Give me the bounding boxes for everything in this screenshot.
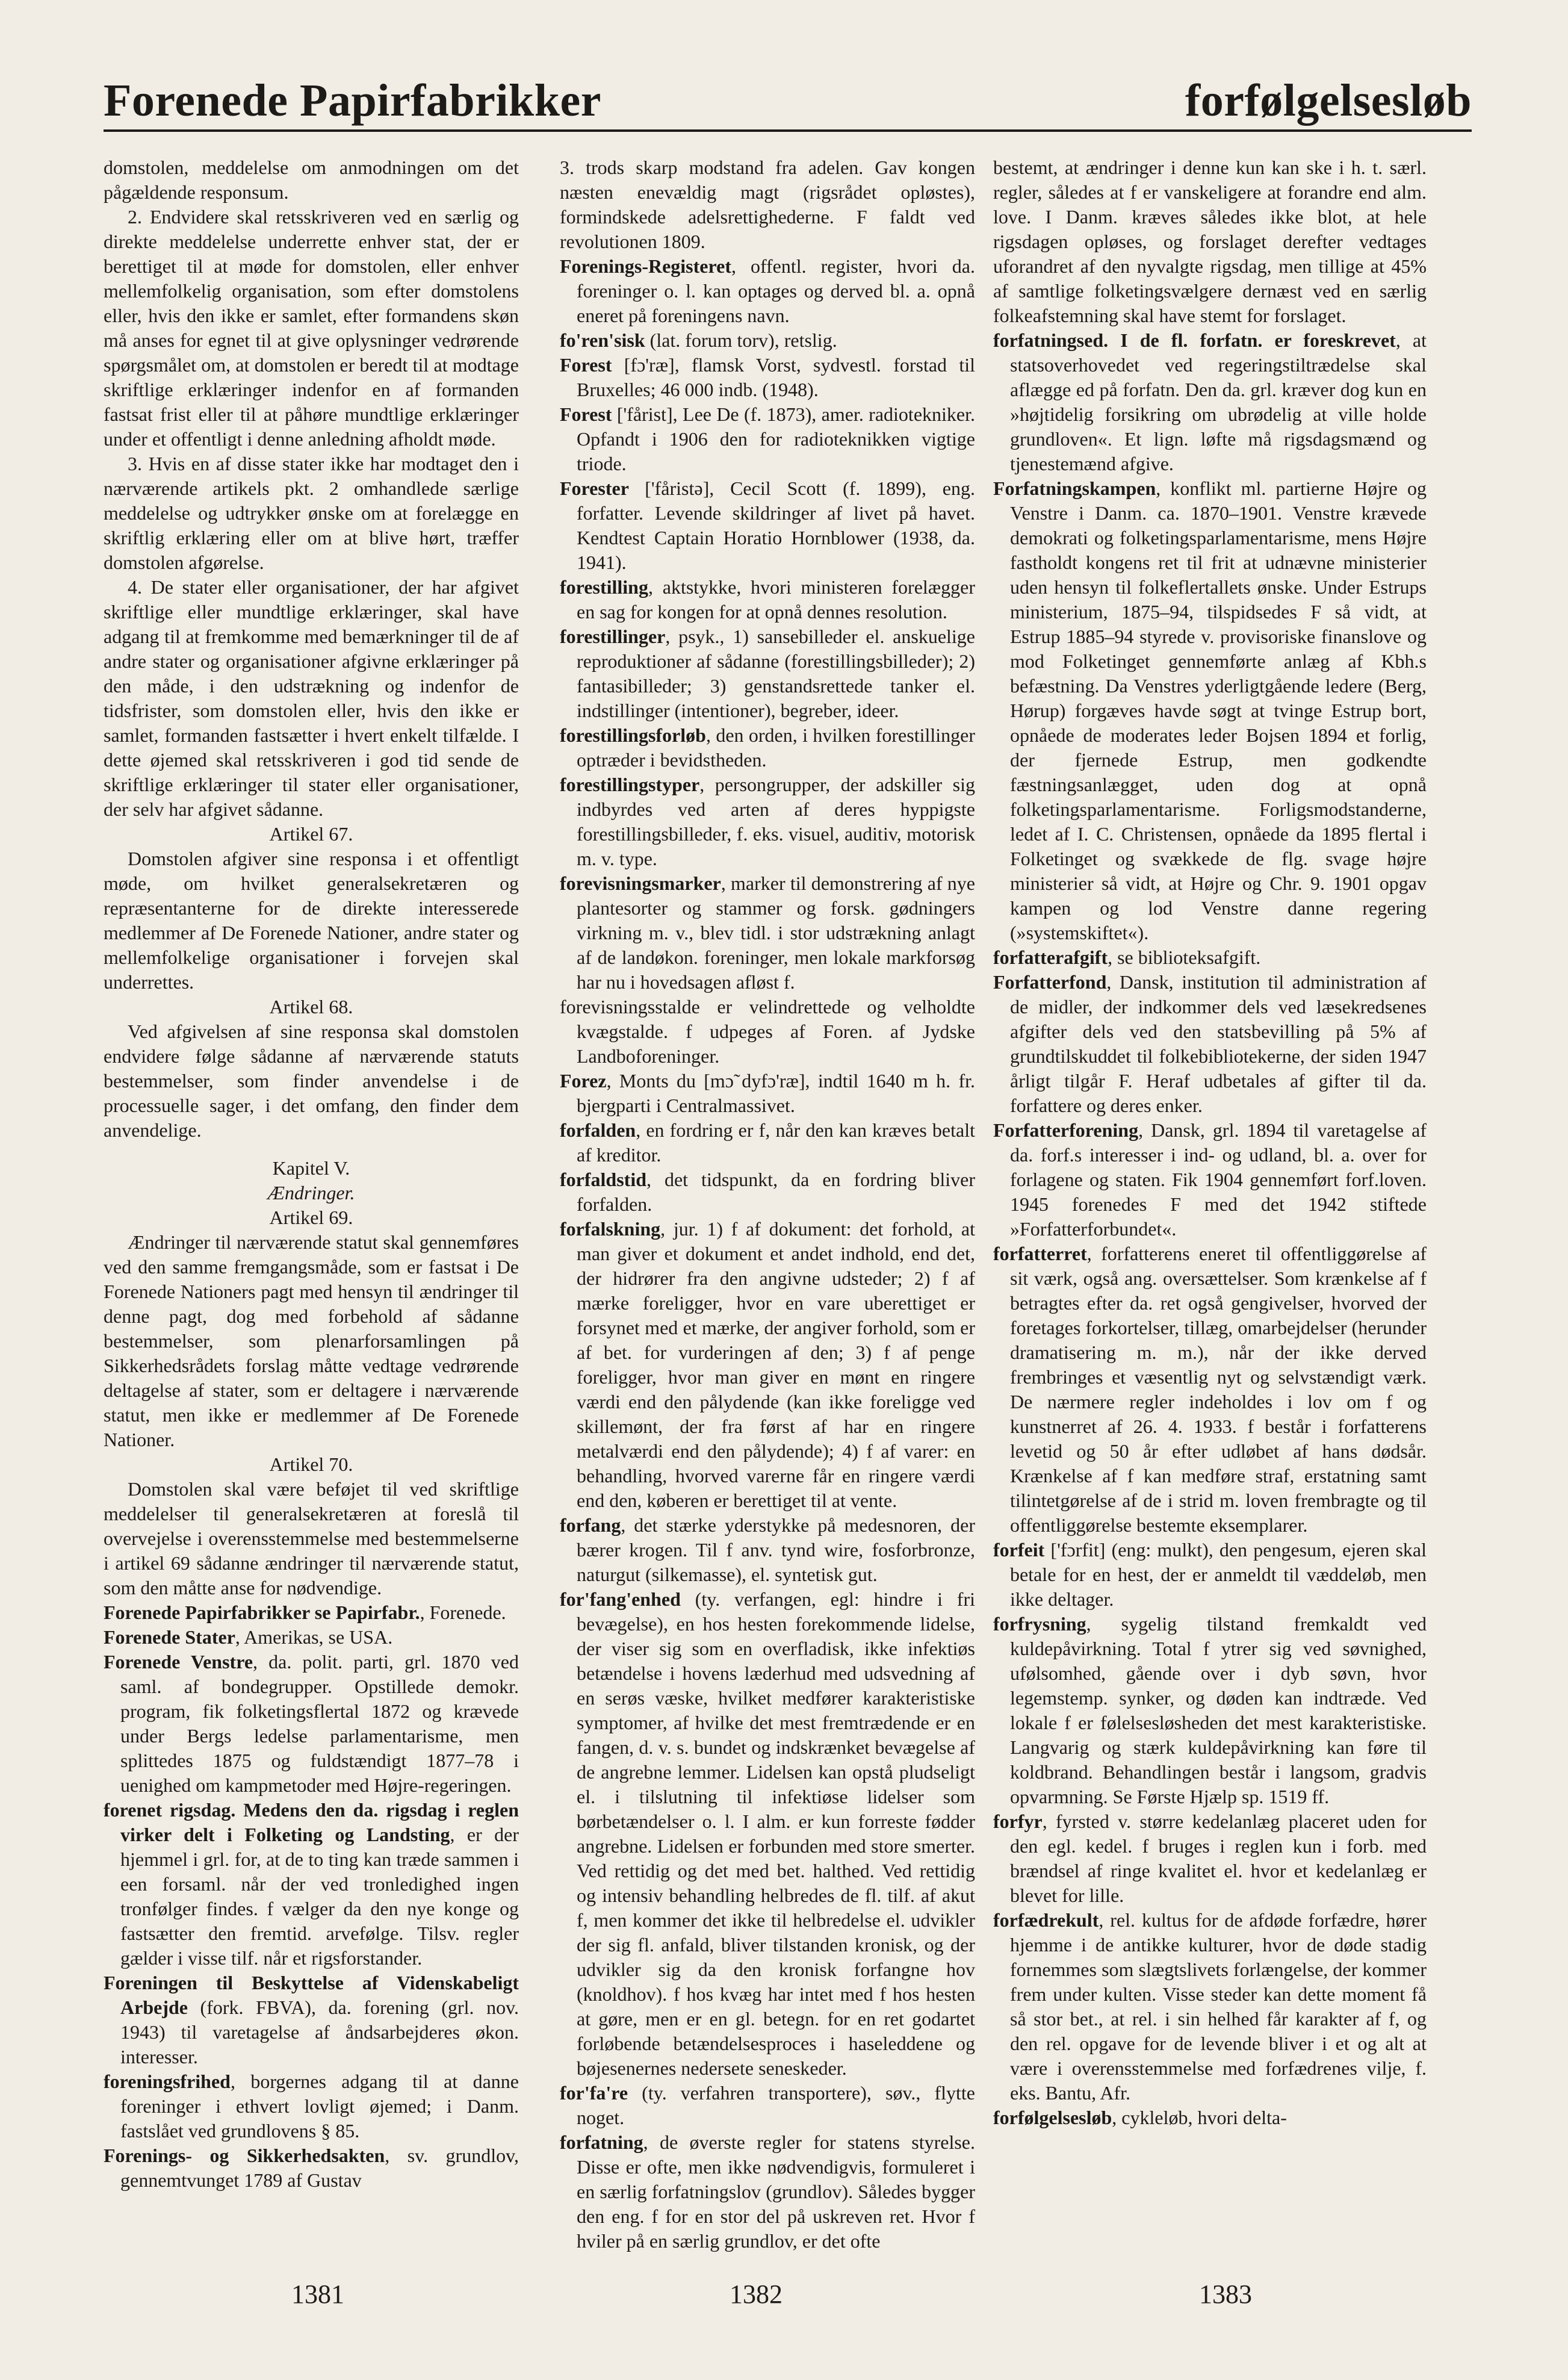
dictionary-entry: forfalskning, jur. 1) f af dokument: det forhold, at man giver et dokument et andet indhold, end det, der hidrører fra den angivne udsteder; 2) f af mærke foreligger, hvor en vare uberettiget er forsynet med et mærke, der angiver forhold, som er af bet. for vurderingen af den; 3) f af penge foreligger, hvor man giver en mønt en ringere værdi end den pålydende (kan ikke foreligge ved skillemønt, der fra først af har en ringere metalværdi end den pålydende); 4) f af varer: en behandling, hvorved varerne får en ringere værdi end den, køberen er berettiget til at vente. [560, 1218, 975, 1511]
paragraph: Domstolen skal være beføjet til ved skriftlige meddelelser til generalsekretæren at foreslå til overvejelse i overensstemmelse med bestemmelserne i artikel 69 sådanne ændringer til nærværende statut, som den måtte anse for nødvendige. [104, 1478, 519, 1599]
column-3 [993, 155, 1427, 2232]
dictionary-entry: Forenede Papirfabrikker se Papirfabr., Forenede. [104, 1602, 506, 1623]
dictionary-entry: Foreningen til Beskyttelse af Videnskabeligt Arbejde (fork. FBVA), da. forening (grl. nov. 1943) til varetagelse af åndsarbejderes økon. interesser. [104, 1972, 519, 2068]
dictionary-entry: forestillingstyper, persongrupper, der adskiller sig indbyrdes ved arten af deres hyppigste forestillingsbilleder, f. eks. visuel, auditiv, motorisk m. v. type. [560, 774, 975, 869]
entry-headword: forestillingsforløb [560, 724, 706, 746]
dictionary-entry: Forfatningskampen, konflikt ml. partierne Højre og Venstre i Danm. ca. 1870–1901. Venstre krævede demokrati og folketingsparlamentarisme, mens Højre fastholdt kongens ret til frit at udnævne ministerier uden hensyn til folkeflertallets ønske. Under Estrups ministerium, 1875–94, tilspidsedes F så vidt, at Estrup 1885–94 styrede v. provisoriske finanslove og mod Folketinget gennemførte anlæg af Kbh.s befæstning. Da Venstres yderligtgående ledere (Berg, Hørup) forgæves havde søgt at tvinge Estrup bort, opnåede de moderates leder Bojsen 1894 et forlig, der fjernede Estrup, men godkendte fæstningsanlægget, uden dog at opnå folketingsparlamentarisme. Forligsmodstanderne, ledet af I. C. Christensen, opnåede da 1895 flertal i Folketinget og svækkede de flg. svage højre ministerier så vidt, at Højre og Chr. 9. 1901 opgav kampen og lod Venstre danne regering (»systemskiftet«). [993, 477, 1427, 943]
entry-headword: forfatningsed. I de fl. forfatn. er foreskrevet [993, 329, 1396, 351]
entry-headword: forfeit [993, 1539, 1051, 1561]
dictionary-entry: forevisningsmarker, marker til demonstrering af nye plantesorter og stammer og forsk. gødningers virkning m. v., blev tidl. i stor udstrækning anlagt af de landøkon. foreninger, men lokale markforsøg har nu i hovedsagen afløst f. [560, 872, 975, 993]
dictionary-entry: forfalden, en fordring er f, når den kan kræves betalt af kreditor. [560, 1119, 975, 1166]
dictionary-entry: for'fang'enhed (ty. verfangen, egl: hindre i fri bevægelse), en hos hesten forekommende lidelse, der viser sig som en overfladisk, ikke infektiøs betændelse i hovens læderhud med udsvedning af en serøs væske, hvilket medfører karakteristiske symptomer, af hvilke det mest fremtrædende er en fangen, d. v. s. bundet og indskrænket bevægelse af de angrebne lemmer. Lidelsen kan opstå pludseligt el. i tilslutning til infektiøse lidelser som børbetændelser o. l. I alm. er kun forreste fødder angrebne. Lidelsen er forbunden med store smerter. Ved rettidig og det med bet. halthed. Ved rettidig og intensiv behandling helbredes de fl. tilf. af akut f, men kommer det ikke til helbredelse el. udvikler der sig fl. anfald, bliver tilstanden kronisk, og der udvikler sig da den kronisk forfangne hov (knoldhov). f hos kvæg har intet med f hos hesten at gøre, men er en gl. betegn. for en ret godartet forløbende betændelsesproces i haseleddene og bøjesenernes nedersete seneskeder. [560, 1588, 976, 2079]
article-heading: Artikel 68. [269, 996, 353, 1018]
entry-headword: forfatterafgift [993, 946, 1108, 968]
dictionary-entry: for'fa're (ty. verfahren transportere), søv., flytte noget. [560, 2082, 976, 2128]
dictionary-entry: forfrysning, sygelig tilstand fremkaldt ved kuldepåvirkning. Total f ytrer sig ved søvnighed, ufølsomhed, gående over i dyb søvn, hvor legemstemp. synker, og døden kan indtræde. Ved lokale f er følelsesløsheden det mest karakteristiske. Langvarig og stærk kuldepåvirkning kan føre til koldbrand. Behandlingen består i langsom, gradvis opvarmning. Se Første Hjælp sp. 1519 ff. [993, 1613, 1427, 1807]
entry-headword: Forez [560, 1070, 607, 1092]
entry-headword: forfyr [993, 1810, 1043, 1832]
entry-headword: forestillingstyper [560, 774, 700, 795]
entry-headword: forestillinger [560, 626, 666, 647]
column-2 [560, 155, 976, 2252]
dictionary-entry: forfædrekult, rel. kultus for de afdøde forfædre, hører hjemme i de antikke kulturer, hvor de døde stadig fornemmes som slægtslivets forlængelse, der kommer frem under kulten. Visse steder kan dette moment få så stor bet., at rel. i sin helhed får karakter af f, og den rel. opgave for de levende bliver i et og alt at være i overensstemmelse med forfædrenes vilje, f. eks. Bantu, Afr. [993, 1909, 1427, 2104]
column-1 [104, 155, 519, 2232]
dictionary-entry: forfang, det stærke yderstykke på medesnoren, der bærer krogen. Til f anv. tynd wire, fosforbronze, naturgut (silkemasse), el. syntetisk gut. [560, 1514, 975, 1585]
entry-headword: forenet rigsdag. Medens den da. rigsdag i reglen virker delt i Folketing og Landsting [104, 1799, 519, 1845]
entry-headword: forfædrekult [993, 1909, 1099, 1931]
dictionary-entry: Forenede Stater, Amerikas, se USA. [104, 1626, 393, 1648]
chapter-heading: Kapitel V. [272, 1157, 350, 1179]
dictionary-entry: foreningsfrihed, borgernes adgang til at danne foreninger i ethvert lovligt øjemed; i Danm. fastslået ved grundlovens § 85. [104, 2071, 519, 2142]
entry-headword: Forenings- og Sikkerhedsakten [104, 2145, 385, 2166]
entry-headword: forestilling [560, 576, 648, 598]
header-last-entry: forfølgelsesløb [1185, 75, 1472, 126]
paragraph: 3. Hvis en af disse stater ikke har modtaget den i nærværende artikels pkt. 2 omhandlede særlige meddelelse og udtrykker ønske om at forelægge en skriftlig erklæring eller om at blive hørt, træffer domstolen afgørelse. [104, 453, 519, 573]
entry-headword: Forenings-Registeret [560, 255, 731, 277]
dictionary-entry: forfatningsed. I de fl. forfatn. er foreskrevet, at statsoverhovedet ved regeringstiltrædelse skal aflægge ed på forfatn. Den da. grl. kræver dog kun en »højtidelig forsikring om ubrødelig at ville holde grundloven«. Et lign. løfte må rigsdagsmænd og tjenestemænd afgive. [993, 329, 1427, 474]
entry-headword: for'fang'enhed [560, 1588, 695, 1610]
chapter-title: Ændringer. [267, 1182, 355, 1204]
dictionary-entry: forfatning, de øverste regler for statens styrelse. Disse er ofte, men ikke nødvendigvis, formuleret i en særlig forfatningslov (grundlov). Således bygger den eng. f for en stor del på uskreven ret. Hvor f hviler på en særlig grundlov, er det ofte [560, 2131, 975, 2252]
dictionary-entry: Forenings- og Sikkerhedsakten, sv. grundlov, gennemtvunget 1789 af Gustav [104, 2145, 519, 2191]
entry-headword: Forfatterfond [993, 971, 1107, 993]
entry-headword: Forester [560, 477, 645, 499]
entry-headword: forevisningsmarker [560, 872, 721, 894]
entry-headword: forfalden [560, 1119, 636, 1141]
entry-headword: forfang [560, 1514, 621, 1536]
entry-headword: Forest [560, 354, 624, 376]
running-header [104, 72, 1472, 132]
dictionary-entry: forestillingsforløb, den orden, i hvilken forestillinger optræder i bevidstheden. [560, 724, 975, 771]
dictionary-entry: Forez, Monts du [mɔ̃ dyfɔ'ræ], indtil 1640 m h. fr. bjergparti i Centralmassivet. [560, 1070, 975, 1116]
page-number-right: 1383 [1199, 2279, 1252, 2309]
dictionary-entry: Forfatterforening, Dansk, grl. 1894 til varetagelse af da. forf.s interesser i ind- og udland, bl. a. over for forlagene og staten. Fik 1904 gennemført forf.loven. 1945 forenedes F med det 1942 stiftede »Forfatterforbundet«. [993, 1119, 1427, 1240]
entry-headword: forfalskning [560, 1218, 661, 1240]
dictionary-entry: forevisningsstalde er velindrettede og velholdte kvægstalde. f udpeges af Foren. af Jydske Landboforeninger. [560, 996, 975, 1067]
entry-headword: Forenede Papirfabrikker se Papirfabr. [104, 1602, 420, 1623]
paragraph: Ved afgivelsen af sine responsa skal domstolen endvidere følge sådanne af nærværende statuts bestemmelser, som finder anvendelse i de processuelle sager, i det omfang, den finder dem anvendelige. [104, 1021, 519, 1141]
page-number-middle: 1382 [730, 2279, 782, 2309]
entry-headword: foreningsfrihed [104, 2071, 231, 2092]
entry-headword: forfaldstid [560, 1169, 646, 1190]
dictionary-entry: Forfatterfond, Dansk, institution til administration af de midler, der indkommer dels ved læsekredsenes afgifter dels ved den statsbevilling på 5% af grundtilskuddet til folkebibliotekerne, der siden 1947 årligt tilgår F. Heraf udbetales af gifter til da. forfattere og deres enker. [993, 971, 1427, 1116]
entry-headword: Forfatterforening [993, 1119, 1139, 1141]
paragraph: Domstolen afgiver sine responsa i et offentligt møde, om hvilket generalsekretæren og repræsentanterne for de direkte interesserede medlemmer af De Forenede Nationer, andre stater og mellemfolkelige organisationer i forvejen skal underrettes. [104, 848, 519, 993]
dictionary-entry: forfølgelsesløb, cykleløb, hvori delta- [993, 2107, 1287, 2128]
entry-headword: Forfatningskampen [993, 477, 1156, 499]
article-heading: Artikel 69. [269, 1207, 353, 1228]
entry-headword: forfatning [560, 2131, 643, 2153]
paragraph: domstolen, meddelelse om anmodningen om det pågældende responsum. [104, 157, 519, 203]
entry-headword: forfatterret [993, 1243, 1087, 1264]
dictionary-entry: forestillinger, psyk., 1) sansebilleder el. anskuelige reproduktioner af sådanne (forestillingsbilleder); 2) fantasibilleder; 3) genstandsrettede tanker el. indstillinger (intentioner), begreber, ideer. [560, 626, 975, 721]
page-number-left: 1381 [291, 2279, 344, 2309]
dictionary-entry: Forest ['fårist], Lee De (f. 1873), amer. radiotekniker. Opfandt i 1906 den for radioteknikken vigtige triode. [560, 403, 976, 474]
entry-headword: for'fa're [560, 2082, 642, 2104]
dictionary-entry: Forenings-Registeret, offentl. register, hvori da. foreninger o. l. kan optages og derved bl. a. opnå eneret på foreningens navn. [560, 255, 975, 326]
paragraph: 4. De stater eller organisationer, der har afgivet skriftlige eller mundtlige erklæringer, skal have adgang til at fremkomme med bemærkninger til de af andre stater og organisationer afgivne erklæringer på den måde, i den udstrækning og indenfor de tidsfrister, som domstolen eller, hvis den ikke er samlet, formanden fastsætter i hvert enkelt tilfælde. I dette øjemed skal retsskriveren i god tid sende de skriftlige erklæringer til stater eller organisationer, der selv har afgivet sådanne. [104, 576, 519, 820]
dictionary-entry: forestilling, aktstykke, hvori ministeren forelægger en sag for kongen for at opnå dennes resolution. [560, 576, 975, 623]
dictionary-entry: Forester ['fåristə], Cecil Scott (f. 1899), eng. forfatter. Levende skildringer af livet på havet. Kendtest Captain Horatio Hornblower (1938, da. 1941). [560, 477, 976, 573]
entry-headword: Foreningen til Beskyttelse af Videnskabeligt Arbejde [104, 1972, 519, 2018]
entry-headword: Forenede Stater [104, 1626, 235, 1648]
paragraph: 3. trods skarp modstand fra adelen. Gav kongen næsten enevældig magt (rigsrådet opløstes), formindskede adelsrettighederne. F faldt ved revolutionen 1809. [560, 157, 975, 252]
dictionary-entry: forenet rigsdag. Medens den da. rigsdag i reglen virker delt i Folketing og Landsting, er der hjemmel i grl. for, at de to ting kan træde sammen i een forsaml. når der ved tronledighed ingen tronfølger findes. f vælger da den nye konge og fastsætter den fremtid. arvefølge. Tilsv. regler gælder i visse tilf. når et rigsforstander. [104, 1799, 519, 1969]
dictionary-entry: forfeit ['fɔrfit] (eng: mulkt), den pengesum, ejeren skal betale for en hest, der er anmeldt til væddeløb, men ikke deltager. [993, 1539, 1427, 1610]
paragraph: Ændringer til nærværende statut skal gennemføres ved den samme fremgangsmåde, som er fastsat i De Forenede Nationers pagt med hensyn til ændringer til denne pagt, dog med forbehold af sådanne bestemmelser, som plenarforsamlingen på Sikkerhedsrådets forslag måtte vedtage vedrørende deltagelse af stater, som er deltagere i nærværende statut, men ikke er medlemmer af De Forenede Nationer. [104, 1231, 519, 1450]
entry-headword: forfrysning [993, 1613, 1086, 1635]
dictionary-entry: forfatterafgift, se biblioteksafgift. [993, 946, 1261, 968]
paragraph: bestemt, at ændringer i denne kun kan ske i h. t. særl. regler, således at f er vanskeligere at forandre end alm. love. I Danm. kræves således ikke blot, at hele rigsdagen opløses, og forslaget derefter vedtages uforandret af den nyvalgte rigsdag, men tillige at 45% af samtlige folketingsvælgere dernæst ved en særlig folkeafstemning skal have stemt for forslaget. [993, 157, 1427, 326]
paragraph: 2. Endvidere skal retsskriveren ved en særlig og direkte meddelelse underrette enhver stat, der er berettiget til at møde for domstolen, eller enhver mellemfolkelig organisation, som efter domstolens eller, hvis den ikke er samlet, efter formandens skøn må anses for egnet til at give oplysninger vedrørende spørgsmålet om, at domstolen er beredt til at modtage skriftlige erklæringer indenfor en af formanden fastsat frist eller til at påhøre mundtlige erklæringer under et offentligt i denne anledning afholdt møde. [104, 206, 519, 450]
dictionary-entry: forfaldstid, det tidspunkt, da en fordring bliver forfalden. [560, 1169, 975, 1215]
dictionary-entry: Forest [fɔ'ræ], flamsk Vorst, sydvestl. forstad til Bruxelles; 46 000 indb. (1948). [560, 354, 976, 400]
dictionary-entry: forfyr, fyrsted v. større kedelanlæg placeret uden for den egl. kedel. f bruges i reglen kun i forb. med brændsel af ringe kvalitet el. hvor et kedelanlæg er blevet for lille. [993, 1810, 1427, 1906]
dictionary-entry: Forenede Venstre, da. polit. parti, grl. 1870 ved saml. af bondegrupper. Opstillede demokr. program, fik folketingsflertal 1872 og krævede under Bergs ledelse parlamentarisme, men splittedes 1875 og fuldstændigt 1877–78 i uenighed om kampmetoder med Højre-regeringen. [104, 1651, 519, 1796]
dictionary-entry: fo'ren'sisk (lat. forum torv), retslig. [560, 329, 837, 351]
entry-headword: fo'ren'sisk [560, 329, 650, 351]
entry-headword: Forenede Venstre [104, 1651, 253, 1673]
article-heading: Artikel 67. [269, 823, 353, 845]
header-first-entry: Forenede Papirfabrikker [104, 75, 601, 126]
entry-headword: forfølgelsesløb [993, 2107, 1112, 2128]
article-heading: Artikel 70. [269, 1453, 353, 1475]
entry-headword: Forest [560, 403, 617, 425]
dictionary-entry: forfatterret, forfatterens eneret til offentliggørelse af sit værk, også ang. oversættelser. Som krænkelse af f betragtes efter da. ret også gengivelser, hvorved der foretages forkortelser, tillæg, omarbejdelser (herunder dramatisering m. m.), når der ikke derved frembringes et væsentlig nyt og selvstændigt værk. De nærmere regler indeholdes i lov om f og kunstnerret af 26. 4. 1933. f består i forfatterens levetid og 50 år efter udløbet af hans dødsår. Krænkelse af f kan medføre straf, erstatning samt tilintetgørelse af de i strid m. loven frembragte og til offentliggørelse bestemte eksemplarer. [993, 1243, 1427, 1536]
